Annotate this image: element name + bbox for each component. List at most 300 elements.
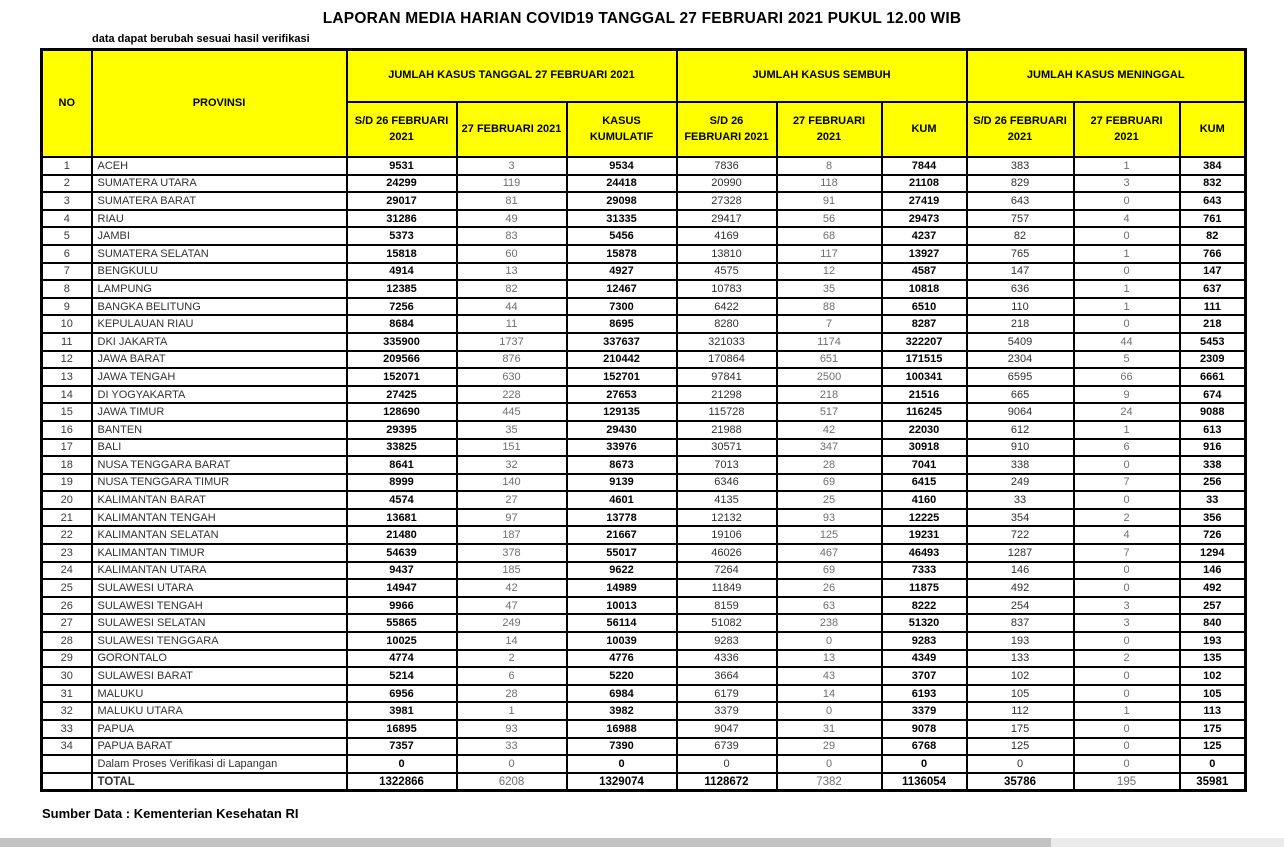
row-number: 4 <box>42 210 92 228</box>
value-cell: 8684 <box>347 315 457 333</box>
table-row <box>42 579 1246 597</box>
value-cell: 0 <box>1074 738 1180 756</box>
row-number: 26 <box>42 597 92 615</box>
value-cell: 12385 <box>347 280 457 298</box>
value-cell: 19231 <box>882 526 967 544</box>
row-number: 5 <box>42 227 92 245</box>
value-cell: 69 <box>777 562 882 580</box>
value-cell: 0 <box>882 755 967 773</box>
value-cell: 467 <box>777 544 882 562</box>
value-cell: 9047 <box>677 720 777 738</box>
value-cell: 0 <box>1074 227 1180 245</box>
value-cell: 27419 <box>882 192 967 210</box>
province-name: BANTEN <box>92 421 347 439</box>
value-cell: 69 <box>777 474 882 492</box>
value-cell: 0 <box>1074 456 1180 474</box>
sub-header-sembuh-kum: KUM <box>882 102 967 157</box>
value-cell: 4135 <box>677 491 777 509</box>
value-cell: 10818 <box>882 280 967 298</box>
value-cell: 102 <box>967 667 1074 685</box>
value-cell: 12225 <box>882 509 967 527</box>
value-cell: 4160 <box>882 491 967 509</box>
value-cell: 42 <box>777 421 882 439</box>
value-cell: 9534 <box>567 157 677 175</box>
value-cell: 24418 <box>567 175 677 193</box>
row-number: 3 <box>42 192 92 210</box>
value-cell: 29098 <box>567 192 677 210</box>
value-cell: 445 <box>457 403 567 421</box>
value-cell: 24 <box>1074 403 1180 421</box>
value-cell: 0 <box>777 702 882 720</box>
value-cell: 25 <box>777 491 882 509</box>
value-cell: 175 <box>967 720 1074 738</box>
value-cell: 151 <box>457 439 567 457</box>
value-cell: 637 <box>1180 280 1246 298</box>
value-cell: 146 <box>1180 562 1246 580</box>
row-number: 2 <box>42 175 92 193</box>
table-row <box>42 298 1246 316</box>
value-cell: 33 <box>967 491 1074 509</box>
value-cell: 0 <box>677 755 777 773</box>
value-cell: 93 <box>777 509 882 527</box>
value-cell: 4 <box>1074 210 1180 228</box>
value-cell: 8673 <box>567 456 677 474</box>
value-cell: 0 <box>1074 755 1180 773</box>
value-cell: 81 <box>457 192 567 210</box>
value-cell: 66 <box>1074 368 1180 386</box>
province-name: DKI JAKARTA <box>92 333 347 351</box>
table-row <box>42 403 1246 421</box>
value-cell: 13 <box>777 650 882 668</box>
group-header-sembuh: JUMLAH KASUS SEMBUH <box>677 50 967 103</box>
province-name: KALIMANTAN SELATAN <box>92 526 347 544</box>
value-cell: 643 <box>967 192 1074 210</box>
value-cell: 185 <box>457 562 567 580</box>
row-number: 31 <box>42 685 92 703</box>
row-number: 17 <box>42 439 92 457</box>
row-number: 27 <box>42 614 92 632</box>
table-row <box>42 245 1246 263</box>
value-cell: 9531 <box>347 157 457 175</box>
value-cell: 0 <box>347 755 457 773</box>
value-cell: 14947 <box>347 579 457 597</box>
value-cell: 757 <box>967 210 1074 228</box>
value-cell: 0 <box>967 755 1074 773</box>
value-cell: 2 <box>457 650 567 668</box>
value-cell: 4336 <box>677 650 777 668</box>
row-number: 19 <box>42 474 92 492</box>
table-row <box>42 738 1246 756</box>
value-cell: 14 <box>777 685 882 703</box>
value-cell: 5409 <box>967 333 1074 351</box>
value-cell: 129135 <box>567 403 677 421</box>
value-cell: 254 <box>967 597 1074 615</box>
value-cell: 1737 <box>457 333 567 351</box>
value-cell: 128690 <box>347 403 457 421</box>
value-cell: 2 <box>1074 650 1180 668</box>
province-name: SULAWESI TENGGARA <box>92 632 347 650</box>
value-cell: 0 <box>1074 562 1180 580</box>
table-row <box>42 210 1246 228</box>
value-cell: 218 <box>1180 315 1246 333</box>
province-name: SUMATERA UTARA <box>92 175 347 193</box>
row-number: 21 <box>42 509 92 527</box>
row-number: 1 <box>42 157 92 175</box>
value-cell: 111 <box>1180 298 1246 316</box>
table-row <box>42 439 1246 457</box>
value-cell: 4774 <box>347 650 457 668</box>
value-cell: 722 <box>967 526 1074 544</box>
value-cell: 3 <box>1074 597 1180 615</box>
value-cell: 100341 <box>882 368 967 386</box>
value-cell: 35 <box>457 421 567 439</box>
value-cell: 249 <box>967 474 1074 492</box>
value-cell: 0 <box>1074 685 1180 703</box>
table-row <box>42 526 1246 544</box>
value-cell: 93 <box>457 720 567 738</box>
value-cell: 119 <box>457 175 567 193</box>
value-cell: 21516 <box>882 386 967 404</box>
sub-header-kasus-kumulatif: KASUS KUMULATIF <box>567 102 677 157</box>
value-cell: 3379 <box>882 702 967 720</box>
value-cell: 0 <box>1074 315 1180 333</box>
value-cell: 4349 <box>882 650 967 668</box>
value-cell: 338 <box>967 456 1074 474</box>
value-cell: 8159 <box>677 597 777 615</box>
table-row <box>42 227 1246 245</box>
value-cell: 354 <box>967 509 1074 527</box>
value-cell: 6956 <box>347 685 457 703</box>
value-cell: 492 <box>967 579 1074 597</box>
value-cell: 11875 <box>882 579 967 597</box>
value-cell: 832 <box>1180 175 1246 193</box>
province-name: JAWA BARAT <box>92 351 347 369</box>
value-cell: 6422 <box>677 298 777 316</box>
value-cell: 9966 <box>347 597 457 615</box>
value-cell: 228 <box>457 386 567 404</box>
row-number: 29 <box>42 650 92 668</box>
value-cell: 135 <box>1180 650 1246 668</box>
value-cell: 7 <box>777 315 882 333</box>
value-cell: 6415 <box>882 474 967 492</box>
value-cell: 88 <box>777 298 882 316</box>
value-cell: 7844 <box>882 157 967 175</box>
row-number: 33 <box>42 720 92 738</box>
value-cell: 9139 <box>567 474 677 492</box>
table-row <box>42 614 1246 632</box>
province-name: SULAWESI SELATAN <box>92 614 347 632</box>
row-number: 22 <box>42 526 92 544</box>
value-cell: 9283 <box>677 632 777 650</box>
value-cell: 1287 <box>967 544 1074 562</box>
province-name: TOTAL <box>92 773 347 791</box>
value-cell: 0 <box>1074 263 1180 281</box>
value-cell: 10039 <box>567 632 677 650</box>
value-cell: 12467 <box>567 280 677 298</box>
value-cell: 60 <box>457 245 567 263</box>
value-cell: 238 <box>777 614 882 632</box>
value-cell: 8222 <box>882 597 967 615</box>
province-name: SULAWESI TENGAH <box>92 597 347 615</box>
value-cell: 6510 <box>882 298 967 316</box>
value-cell: 347 <box>777 439 882 457</box>
value-cell: 91 <box>777 192 882 210</box>
value-cell: 146 <box>967 562 1074 580</box>
table-row <box>42 667 1246 685</box>
verification-note: data dapat berubah sesuai hasil verifikasi <box>92 33 310 45</box>
row-number: 30 <box>42 667 92 685</box>
row-number: 23 <box>42 544 92 562</box>
value-cell: 7 <box>1074 544 1180 562</box>
value-cell: 46493 <box>882 544 967 562</box>
sub-header-sembuh-sd26: S/D 26 FEBRUARI 2021 <box>677 102 777 157</box>
value-cell: 7264 <box>677 562 777 580</box>
province-name: MALUKU <box>92 685 347 703</box>
province-name: PAPUA <box>92 720 347 738</box>
value-cell: 116245 <box>882 403 967 421</box>
value-cell: 6984 <box>567 685 677 703</box>
value-cell: 105 <box>967 685 1074 703</box>
row-number: 6 <box>42 245 92 263</box>
table-row <box>42 280 1246 298</box>
value-cell: 665 <box>967 386 1074 404</box>
value-cell: 8999 <box>347 474 457 492</box>
value-cell: 42 <box>457 579 567 597</box>
value-cell: 47 <box>457 597 567 615</box>
value-cell: 356 <box>1180 509 1246 527</box>
table-row <box>42 720 1246 738</box>
value-cell: 55017 <box>567 544 677 562</box>
value-cell: 218 <box>967 315 1074 333</box>
table-row <box>42 544 1246 562</box>
value-cell: 9 <box>1074 386 1180 404</box>
row-number: 28 <box>42 632 92 650</box>
value-cell: 636 <box>967 280 1074 298</box>
value-cell: 14 <box>457 632 567 650</box>
value-cell: 9078 <box>882 720 967 738</box>
value-cell: 321033 <box>677 333 777 351</box>
value-cell: 195 <box>1074 773 1180 791</box>
value-cell: 651 <box>777 351 882 369</box>
row-number: 11 <box>42 333 92 351</box>
value-cell: 1329074 <box>567 773 677 791</box>
value-cell: 3379 <box>677 702 777 720</box>
value-cell: 31335 <box>567 210 677 228</box>
province-name: SULAWESI UTARA <box>92 579 347 597</box>
table-row <box>42 632 1246 650</box>
value-cell: 1 <box>1074 245 1180 263</box>
value-cell: 6193 <box>882 685 967 703</box>
value-cell: 3 <box>1074 614 1180 632</box>
value-cell: 20990 <box>677 175 777 193</box>
province-name: Dalam Proses Verifikasi di Lapangan <box>92 755 347 773</box>
value-cell: 3 <box>457 157 567 175</box>
covid-report-table <box>40 48 1247 792</box>
value-cell: 14989 <box>567 579 677 597</box>
value-cell: 30571 <box>677 439 777 457</box>
source-note: Sumber Data : Kementerian Kesehatan RI <box>42 806 299 821</box>
value-cell: 6595 <box>967 368 1074 386</box>
province-name: SUMATERA BARAT <box>92 192 347 210</box>
value-cell: 10025 <box>347 632 457 650</box>
value-cell: 1 <box>1074 280 1180 298</box>
value-cell: 105 <box>1180 685 1246 703</box>
value-cell: 56 <box>777 210 882 228</box>
table-row <box>42 157 1246 175</box>
value-cell: 12132 <box>677 509 777 527</box>
value-cell: 35 <box>777 280 882 298</box>
value-cell: 55865 <box>347 614 457 632</box>
value-cell: 5456 <box>567 227 677 245</box>
value-cell: 19106 <box>677 526 777 544</box>
value-cell: 0 <box>567 755 677 773</box>
value-cell: 378 <box>457 544 567 562</box>
table-row <box>42 597 1246 615</box>
value-cell: 0 <box>1074 192 1180 210</box>
value-cell: 910 <box>967 439 1074 457</box>
value-cell: 1 <box>1074 157 1180 175</box>
value-cell: 27425 <box>347 386 457 404</box>
table-row <box>42 474 1246 492</box>
value-cell: 21480 <box>347 526 457 544</box>
scrollbar-thumb[interactable] <box>0 838 1051 847</box>
value-cell: 4601 <box>567 491 677 509</box>
row-number: 20 <box>42 491 92 509</box>
table-row <box>42 386 1246 404</box>
value-cell: 102 <box>1180 667 1246 685</box>
value-cell: 9437 <box>347 562 457 580</box>
value-cell: 170864 <box>677 351 777 369</box>
value-cell: 9064 <box>967 403 1074 421</box>
province-name: KALIMANTAN UTARA <box>92 562 347 580</box>
province-name: KALIMANTAN BARAT <box>92 491 347 509</box>
value-cell: 492 <box>1180 579 1246 597</box>
value-cell: 8287 <box>882 315 967 333</box>
value-cell: 9088 <box>1180 403 1246 421</box>
value-cell: 10783 <box>677 280 777 298</box>
value-cell: 383 <box>967 157 1074 175</box>
province-name: BENGKULU <box>92 263 347 281</box>
value-cell: 56114 <box>567 614 677 632</box>
value-cell: 21988 <box>677 421 777 439</box>
value-cell: 82 <box>967 227 1074 245</box>
value-cell: 337637 <box>567 333 677 351</box>
value-cell: 82 <box>1180 227 1246 245</box>
value-cell: 2500 <box>777 368 882 386</box>
value-cell: 257 <box>1180 597 1246 615</box>
value-cell: 29417 <box>677 210 777 228</box>
value-cell: 147 <box>1180 263 1246 281</box>
value-cell: 15818 <box>347 245 457 263</box>
value-cell: 0 <box>777 632 882 650</box>
table-row <box>42 368 1246 386</box>
value-cell: 761 <box>1180 210 1246 228</box>
province-name: PAPUA BARAT <box>92 738 347 756</box>
value-cell: 1136054 <box>882 773 967 791</box>
value-cell: 1174 <box>777 333 882 351</box>
value-cell: 30918 <box>882 439 967 457</box>
value-cell: 3707 <box>882 667 967 685</box>
col-header-provinsi: PROVINSI <box>92 50 347 158</box>
value-cell: 147 <box>967 263 1074 281</box>
value-cell: 68 <box>777 227 882 245</box>
province-name: KALIMANTAN TENGAH <box>92 509 347 527</box>
value-cell: 51320 <box>882 614 967 632</box>
value-cell: 6 <box>1074 439 1180 457</box>
value-cell: 0 <box>1074 667 1180 685</box>
value-cell: 766 <box>1180 245 1246 263</box>
province-name: NUSA TENGGARA BARAT <box>92 456 347 474</box>
value-cell: 26 <box>777 579 882 597</box>
province-name: JAMBI <box>92 227 347 245</box>
value-cell: 837 <box>967 614 1074 632</box>
value-cell: 335900 <box>347 333 457 351</box>
value-cell: 6346 <box>677 474 777 492</box>
value-cell: 0 <box>1180 755 1246 773</box>
value-cell: 5453 <box>1180 333 1246 351</box>
value-cell: 643 <box>1180 192 1246 210</box>
table-body <box>42 157 1246 791</box>
value-cell: 0 <box>1074 579 1180 597</box>
value-cell: 517 <box>777 403 882 421</box>
value-cell: 13 <box>457 263 567 281</box>
value-cell: 338 <box>1180 456 1246 474</box>
value-cell: 117 <box>777 245 882 263</box>
value-cell: 916 <box>1180 439 1246 457</box>
value-cell: 152701 <box>567 368 677 386</box>
value-cell: 1 <box>1074 298 1180 316</box>
value-cell: 4574 <box>347 491 457 509</box>
value-cell: 193 <box>967 632 1074 650</box>
value-cell: 49 <box>457 210 567 228</box>
row-number: 15 <box>42 403 92 421</box>
value-cell: 3664 <box>677 667 777 685</box>
value-cell: 765 <box>967 245 1074 263</box>
row-number: 14 <box>42 386 92 404</box>
value-cell: 7357 <box>347 738 457 756</box>
value-cell: 7300 <box>567 298 677 316</box>
value-cell: 33825 <box>347 439 457 457</box>
value-cell: 171515 <box>882 351 967 369</box>
value-cell: 46026 <box>677 544 777 562</box>
value-cell: 7 <box>1074 474 1180 492</box>
value-cell: 112 <box>967 702 1074 720</box>
value-cell: 5373 <box>347 227 457 245</box>
value-cell: 2304 <box>967 351 1074 369</box>
value-cell: 29 <box>777 738 882 756</box>
row-number: 16 <box>42 421 92 439</box>
value-cell: 7041 <box>882 456 967 474</box>
province-name: SULAWESI BARAT <box>92 667 347 685</box>
value-cell: 27 <box>457 491 567 509</box>
row-number: 18 <box>42 456 92 474</box>
value-cell: 140 <box>457 474 567 492</box>
value-cell: 33 <box>1180 491 1246 509</box>
value-cell: 2309 <box>1180 351 1246 369</box>
value-cell: 35786 <box>967 773 1074 791</box>
horizontal-scrollbar[interactable] <box>0 838 1284 847</box>
value-cell: 1 <box>1074 421 1180 439</box>
table-row <box>42 456 1246 474</box>
group-header-meninggal: JUMLAH KASUS MENINGGAL <box>967 50 1246 103</box>
value-cell: 187 <box>457 526 567 544</box>
value-cell: 35981 <box>1180 773 1246 791</box>
value-cell: 5214 <box>347 667 457 685</box>
value-cell: 125 <box>967 738 1074 756</box>
value-cell: 249 <box>457 614 567 632</box>
value-cell: 8695 <box>567 315 677 333</box>
table-row <box>42 685 1246 703</box>
